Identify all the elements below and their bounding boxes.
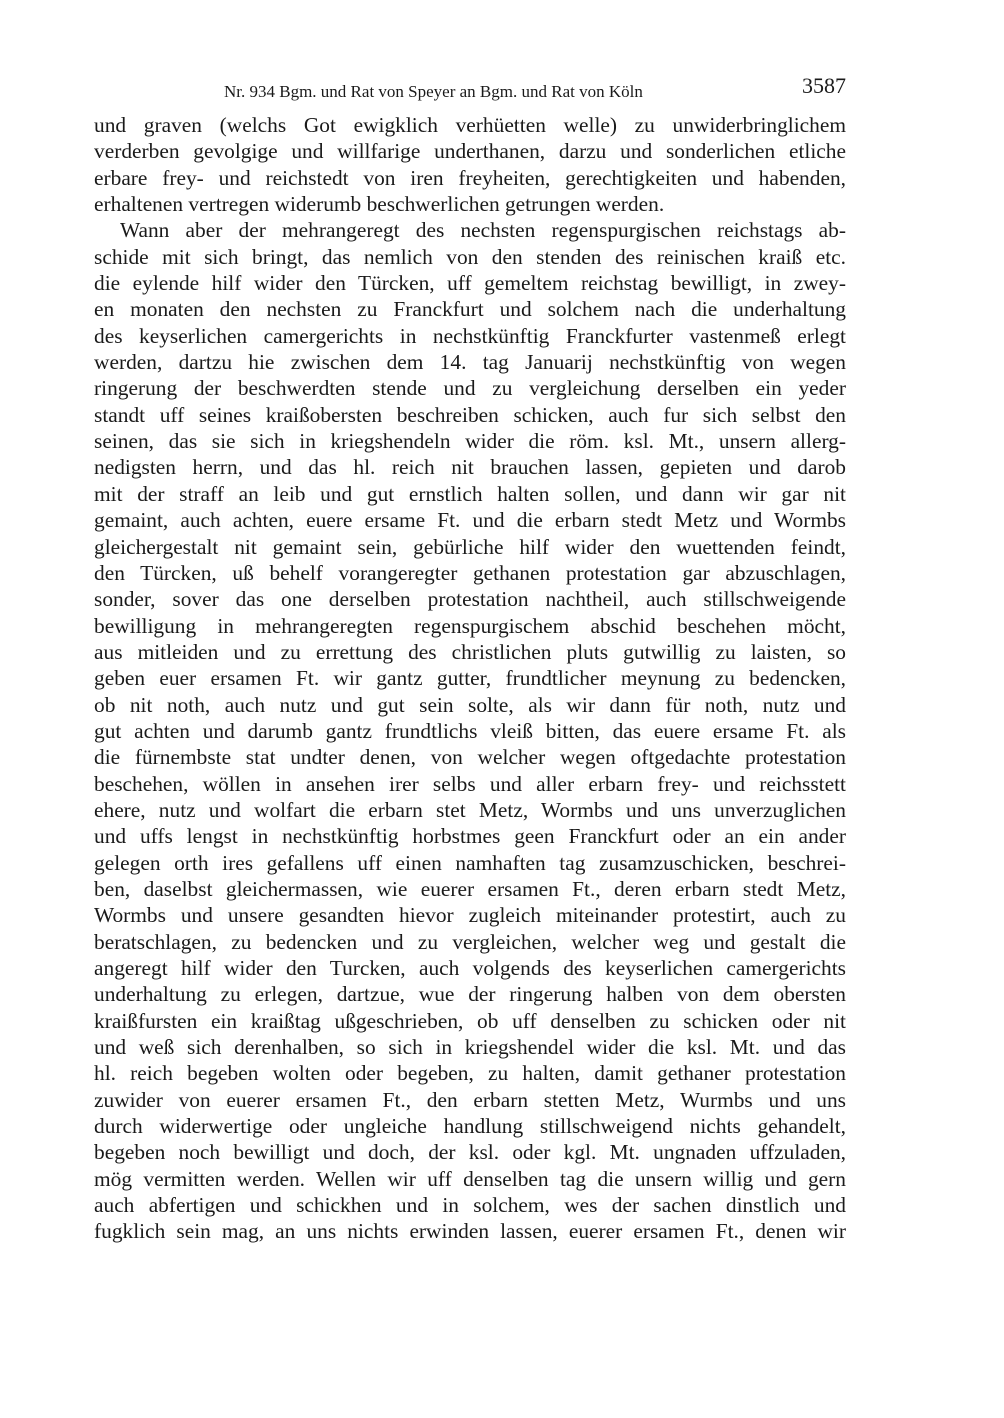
text-line: den Türcken, uß behelf vorangeregter gethanen protestation gar abzuschlagen, [94, 560, 846, 585]
text-line: gleichergestalt nit gemaint sein, gebürliche hilf wider den wuettenden feindt, [94, 534, 846, 559]
running-head-title: Nr. 934 Bgm. und Rat von Speyer an Bgm. und Rat von Köln [224, 82, 643, 101]
text-line: des keyserlichen camergerichts in nechstkünftig Franckfurter vastenmeß erlegt [94, 323, 846, 348]
text-line: mit der straff an leib und gut ernstlich halten sollen, und dann wir gar nit [94, 481, 846, 506]
text-line: auch abfertigen und schickhen und in solchem, wes der sachen dinstlich und [94, 1193, 846, 1218]
text-line: ringerung der beschwerdten stende und zu vergleichung derselben ein yeder [94, 376, 846, 401]
text-line: angeregt hilf wider den Turcken, auch volgends des keyserlichen camergerichts [94, 956, 846, 980]
text-line: die eylende hilf wider den Türcken, uff gemeltem reichstag bewilligt, in zwey- [94, 271, 846, 296]
text-line: standt uff seines kraißobersten beschreiben schicken, auch fur sich selbst den [94, 402, 846, 427]
text-line: underhaltung zu erlegen, dartzue, wue der ringerung halben von dem obersten [94, 982, 846, 1007]
text-line: werden, dartzu hie zwischen dem 14. tag Januarij nechstkünftig von wegen [94, 350, 846, 375]
text-line: mög vermitten werden. Wellen wir uff denselben tag die unsern willig und gern [94, 1166, 846, 1191]
text-line: erbare frey- und reichstedt von iren freyheiten, gerechtigkeiten und habenden, [94, 165, 846, 190]
text-line: kraißfursten ein kraißtag ußgeschrieben, ob uff denselben zu schicken oder nit [94, 1008, 846, 1033]
text-line: erhaltenen vertregen widerumb beschwerlichen getrungen werden. [94, 192, 665, 217]
text-line: nedigsten herrn, und das hl. reich nit brauchen lassen, gepieten und darob [94, 455, 846, 480]
text-line: geben euer ersamen Ft. wir gantz gutter, frundtlicher meynung zu bedencken, [94, 666, 846, 691]
text-line: Wann aber der mehrangeregt des nechsten regenspurgischen reichstags ab- [120, 218, 846, 243]
body-text [94, 112, 846, 1245]
text-line: und weß sich derenhalben, so sich in kriegshendel wider die ksl. Mt. und das [94, 1035, 846, 1060]
text-line: gemaint, auch achten, euere ersame Ft. und die erbarn stedt Metz und Wormbs [94, 508, 846, 533]
text-line: sonder, sover das one derselben protestation nachtheil, auch stillschweigende [94, 587, 846, 612]
text-line: Wormbs und unsere gesandten hievor zugleich miteinander protestirt, auch zu [94, 903, 846, 928]
text-line: beratschlagen, zu bedencken und zu vergleichen, welcher weg und gestalt die [94, 929, 846, 954]
text-line: ben, daselbst gleichermassen, wie euerer ersamen Ft., deren erbarn stedt Metz, [94, 876, 846, 901]
text-line: gut achten und darumb gantz frundtlichs vleiß bitten, das euere ersame Ft. als [94, 718, 846, 743]
text-line: aus mitleiden und zu errettung des christlichen pluts gutwillig zu laisten, so [94, 639, 846, 664]
text-line: ehere, nutz und wolfart die erbarn stet Metz, Wormbs und uns unverzuglichen [94, 797, 846, 822]
text-line: fugklich sein mag, an uns nichts erwinden lassen, euerer ersamen Ft., denen wir [94, 1219, 846, 1244]
text-line: schide mit sich bringt, das nemlich von den stenden des reinischen kraiß etc. [94, 244, 846, 269]
text-line: seinen, das sie sich in kriegshendeln wider die röm. ksl. Mt., unsern allerg- [94, 429, 846, 454]
text-line: beschehen, wöllen in ansehen irer selbs und aller erbarn frey- und reichsstett [94, 771, 846, 796]
text-line: en monaten den nechsten zu Franckfurt und solchem nach die underhaltung [94, 297, 846, 322]
running-head [94, 72, 846, 112]
text-line: bewilligung in mehrangeregten regenspurgischem abschid beschehen möcht, [94, 613, 846, 638]
text-line: hl. reich begeben wolten oder begeben, zu halten, damit gethaner protestation [94, 1061, 846, 1086]
page-number: 3587 [802, 73, 846, 98]
text-line: durch widerwertige oder ungleiche handlung stillschweigend nichts gehandelt, [94, 1114, 846, 1139]
text-line: und uffs lengst in nechstkünftig horbstmes geen Franckfurt oder an ein ander [94, 824, 846, 849]
text-line: zuwider von euerer ersamen Ft., den erbarn stetten Metz, Wurmbs und uns [94, 1087, 846, 1112]
document-page [94, 72, 846, 1245]
text-line: ob nit noth, auch nutz und gut sein solte, als wir dann für noth, nutz und [94, 692, 846, 717]
text-line: gelegen orth ires gefallens uff einen namhaften tag zusamzuschicken, beschrei- [94, 850, 846, 875]
text-line: und graven (welchs Got ewigklich verhüetten welle) zu unwiderbringlichem [94, 113, 846, 137]
text-line: verderben gevolgige und willfarige underthanen, darzu und sonderlichen etliche [94, 139, 846, 164]
text-line: die fürnembste stat undter denen, von welcher wegen oftgedachte protestation [94, 745, 846, 770]
text-line: begeben noch bewilligt und doch, der ksl. oder kgl. Mt. ungnaden uffzuladen, [94, 1140, 846, 1165]
